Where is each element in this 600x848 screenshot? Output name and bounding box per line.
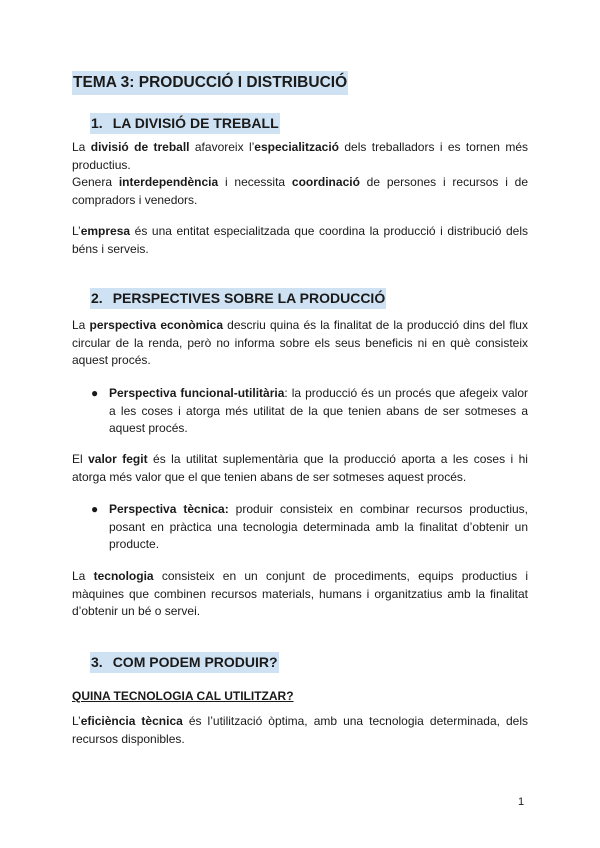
text: dels treballadors i es tornen més productius. [72,140,528,172]
section-heading-text: COM PODEM PRODUIR? [112,654,278,670]
text: és l’utilització òptima, amb una tecnologia determinada, dels recursos disponibles. [72,714,529,746]
text: La [72,318,90,332]
section-number: 1. [91,115,103,131]
page-title: TEMA 3: PRODUCCIÓ I DISTRIBUCIÓ [72,71,348,95]
paragraph-empresa [72,223,528,258]
text: de persones i recursos i de compradors i venedors. [72,175,528,207]
section-heading-1 [90,113,280,134]
bold-term: eficiència tècnica [80,714,183,728]
text: i necessita [218,175,292,189]
section-number: 2. [91,290,103,306]
text: : la producció és un procés que afegeix valor a les coses i atorga més utilitat de la que tenien abans de ser sotmeses a aquest procés. [109,386,528,435]
bold-term: Perspectiva tècnica: [109,502,229,516]
bold-term: perspectiva econòmica [89,318,224,332]
bold-term: divisió de treball [90,140,190,154]
text: és la utilitat suplementària que la producció aporta a les coses i hi atorga més valor que el que tenien abans de ser sotmeses aquest procés. [72,452,528,484]
paragraph-perspectiva-economica [72,317,528,370]
bold-term: especialització [254,140,340,154]
section-heading-3 [90,652,279,673]
bullet-icon: ● [91,386,99,400]
text: és una entitat especialitzada que coordina la producció i distribució dels béns i serveis. [72,224,528,256]
text: descriu quina és la finalitat de la producció dins del flux circular de la renda, però no informa sobre els seus beneficis ni en què consisteix aquest procés. [72,318,528,367]
bullet-perspectiva-tecnica [91,501,528,554]
text: consisteix en un conjunt de procediments, equips productius i màquines que combinen recursos materials, humans i organitzatius amb la finalitat d’obtenir un bé o servei. [72,569,528,618]
text: afavoreix l’ [189,140,255,154]
paragraph-tecnologia [72,568,528,621]
text: L’ [72,714,81,728]
text: produir consisteix en combinar recursos productius, posant en pràctica una tecnologia determinada amb la finalitat d’obtenir un producte. [109,502,528,551]
bold-term: valor fegit [88,452,148,466]
paragraph-interdependencia [72,174,528,209]
text: El [72,452,89,466]
paragraph-valor-afegit [72,451,528,486]
bold-term: tecnologia [93,569,154,583]
paragraph-eficiencia-tecnica [72,713,528,748]
bullet-perspectiva-funcional [91,385,528,438]
text: L’ [72,224,81,238]
text: La [72,140,91,154]
page-number: 1 [518,796,525,808]
text: La [72,569,94,583]
paragraph-division-treball [72,139,528,174]
bold-term: Perspectiva funcional-utilitària [109,386,285,400]
bold-term: empresa [80,224,131,238]
bold-term: interdependència [118,175,219,189]
section-number: 3. [91,654,103,670]
section-heading-2 [90,288,386,309]
text: Genera [72,175,119,189]
section-heading-text: LA DIVISIÓ DE TREBALL [112,115,279,131]
subheading-tecnologia: QUINA TECNOLOGIA CAL UTILITZAR? [72,689,294,703]
bullet-icon: ● [91,502,99,516]
bold-term: coordinació [291,175,360,189]
section-heading-text: PERSPECTIVES SOBRE LA PRODUCCIÓ [112,290,386,306]
